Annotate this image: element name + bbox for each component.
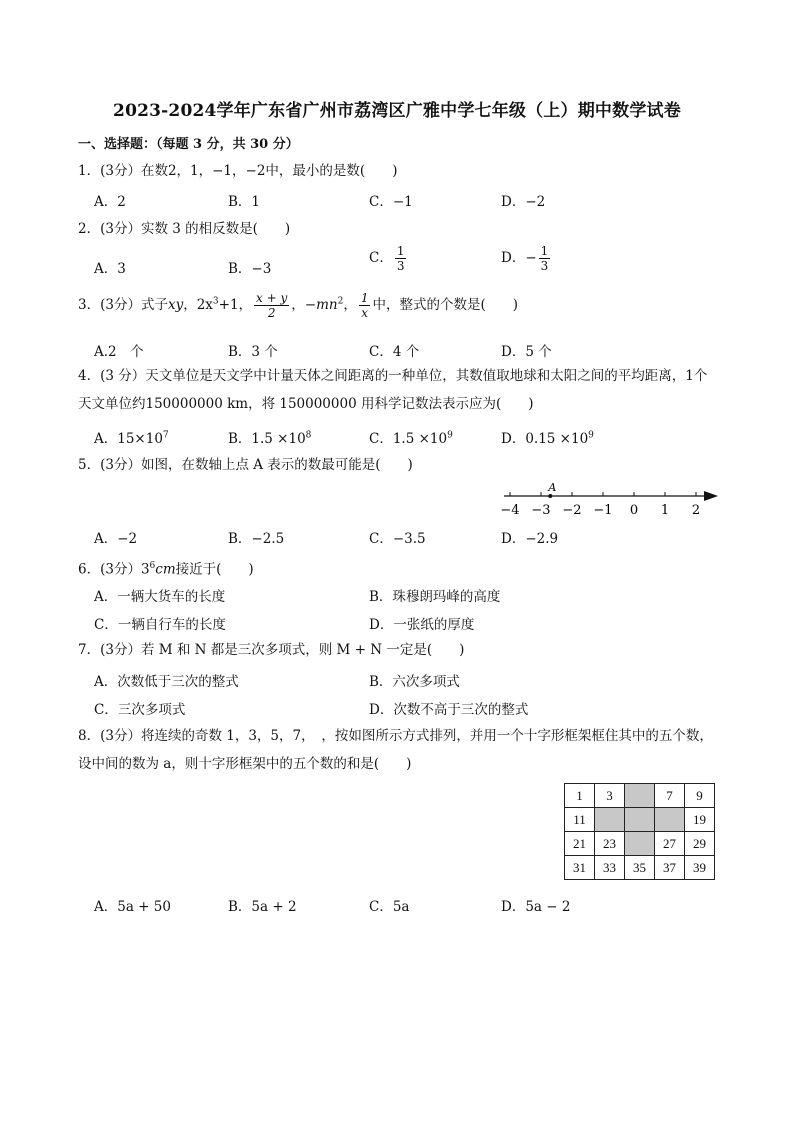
q1-option-c: C．−1 [369, 194, 413, 210]
q2-option-b: B．−3 [228, 261, 272, 277]
grid-cell: 7 [655, 784, 685, 808]
q2-option-a: A．3 [94, 261, 126, 277]
number-line-arrow [704, 491, 718, 501]
q1-option-b: B．1 [228, 194, 261, 210]
fraction-numerator: 1 [360, 291, 369, 305]
q2-option-c [369, 244, 408, 273]
grid-cell: 33 [595, 856, 625, 880]
q7-option-d: D．次数不高于三次的整式 [369, 702, 529, 718]
grid-cell-shaded [625, 784, 655, 808]
q3-suffix: 中，整式的个数是( ) [372, 297, 519, 313]
grid-cell: 3 [595, 784, 625, 808]
q4-option-c-text: C．1.5 ×10 [369, 431, 448, 447]
q4-option-b-text: B．1.5 ×10 [228, 431, 306, 447]
q6-option-b: B．珠穆朗玛峰的高度 [369, 589, 501, 605]
separator: ， [183, 297, 197, 313]
question-2: 2．(3分）实数 3 的相反数是( ) [78, 221, 291, 237]
grid-cell-shaded [625, 832, 655, 856]
q3-option-a: A.2 个 [94, 344, 144, 360]
grid-cell: 19 [685, 808, 715, 832]
grid-row [565, 832, 715, 856]
grid-cell: 29 [685, 832, 715, 856]
q8-option-b: B．5a + 2 [228, 899, 297, 915]
grid-row [565, 784, 715, 808]
number-line-tick-label: 2 [691, 503, 701, 518]
question-6 [78, 556, 254, 580]
fraction-denominator: 2 [267, 306, 276, 320]
q7-option-a: A．次数低于三次的整式 [94, 674, 239, 690]
q8-option-c: C．5a [369, 899, 410, 915]
question-5: 5．(3分）如图，在数轴上点 A 表示的数最可能是( ) [78, 457, 413, 473]
exponent: 3 [212, 296, 219, 307]
fraction-numerator: x + y [256, 291, 288, 305]
q6-option-c: C．一辆自行车的长度 [94, 617, 226, 633]
q3-term-3: −mn [304, 297, 338, 313]
question-3 [78, 291, 518, 320]
q2-option-d [501, 244, 552, 273]
q3-fraction-1 [254, 291, 289, 320]
q5-option-d: D．−2.9 [501, 531, 559, 547]
grid-cell: 39 [685, 856, 715, 880]
exponent: 2 [337, 296, 344, 307]
grid-cell: 11 [565, 808, 595, 832]
exponent: 9 [447, 430, 453, 441]
grid-cell: 1 [565, 784, 595, 808]
grid-cell: 37 [655, 856, 685, 880]
q3-fraction-2 [359, 291, 371, 320]
grid-cell-shaded [655, 808, 685, 832]
number-line-tick-label: −3 [531, 503, 551, 518]
fraction-denominator: 3 [540, 259, 549, 273]
q5-option-b: B．−2.5 [228, 531, 285, 547]
point-a-label: A [548, 481, 557, 494]
q4-option-a-text: A．15×10 [94, 431, 163, 447]
page-title: 2023-2024学年广东省广州市荔湾区广雅中学七年级（上）期中数学试卷 [113, 101, 681, 121]
exponent: 6 [149, 561, 156, 571]
grid-cell: 21 [565, 832, 595, 856]
q1-option-a: A．2 [94, 194, 126, 210]
grid-cell: 9 [685, 784, 715, 808]
fraction-denominator: x [361, 306, 369, 320]
point-a-marker [548, 494, 552, 498]
separator: ， [343, 297, 357, 313]
q4-option-d-text: D．0.15 ×10 [501, 431, 589, 447]
q4-option-c [369, 427, 453, 447]
question-1: 1．(3分）在数2，1，−1，−2中，最小的是数( ) [78, 163, 398, 179]
q6-prefix: 6．(3分） [78, 561, 141, 578]
q2-option-c-prefix: C． [369, 250, 393, 266]
number-line-tick-label: −4 [500, 503, 520, 518]
exponent: 8 [305, 430, 312, 441]
q6-option-d: D．一张纸的厚度 [369, 617, 475, 633]
separator: ， [291, 297, 305, 313]
grid-cell: 31 [565, 856, 595, 880]
number-line-tick-label: 1 [660, 503, 670, 518]
q5-option-a: A．−2 [94, 531, 138, 547]
q3-option-c: C．4 个 [369, 344, 420, 360]
exponent: 9 [588, 430, 594, 441]
q4-option-b [228, 427, 311, 447]
q6-option-a: A．一辆大货车的长度 [94, 589, 226, 605]
question-8: 8．(3分）将连续的奇数 1，3，5，7， ，按如图所示方式排列，并用一个十字形框架框住其中的五个数，设中间的数为 a，则十字形框架中的五个数的和是( ) [78, 728, 713, 772]
q2-option-d-prefix: D．− [501, 250, 537, 266]
section-heading: 一、选择题：（每题 3 分，共 30 分） [78, 137, 299, 152]
q1-option-d: D．−2 [501, 194, 546, 210]
number-line-tick-label: 0 [629, 503, 639, 518]
fraction-numerator: 1 [540, 244, 549, 258]
grid-cell: 27 [655, 832, 685, 856]
number-line-tick-label: −1 [593, 503, 613, 518]
q3-option-b: B．3 个 [228, 344, 278, 360]
exponent: 7 [162, 430, 169, 441]
q3-prefix: 3．(3分）式子 [78, 297, 168, 313]
fraction-numerator: 1 [396, 244, 405, 258]
q6-base: 3 [140, 561, 150, 578]
q6-unit: cm [155, 561, 176, 578]
grid-cell-shaded [625, 808, 655, 832]
odd-number-grid [564, 783, 715, 880]
q7-option-c: C．三次多项式 [94, 702, 186, 718]
question-4: 4．(3 分）天文单位是天文学中计量天体之间距离的一种单位，其数值取地球和太阳之间的平均距离，1个天文单位约150000000 km，将 150000000 用科学记数法表示应为( ) [78, 368, 708, 412]
q3-term-1: xy [167, 297, 184, 313]
q2-option-c-fraction [395, 244, 407, 273]
grid-cell: 35 [625, 856, 655, 880]
grid-row [565, 856, 715, 880]
q3-option-d: D．5 个 [501, 344, 552, 360]
question-7: 7．(3分）若 M 和 N 都是三次多项式，则 M + N 一定是( ) [78, 642, 465, 658]
q8-option-a: A．5a + 50 [94, 899, 171, 915]
grid-cell-shaded [595, 808, 625, 832]
grid-cell: 23 [595, 832, 625, 856]
number-line-tick-label: −2 [562, 503, 582, 518]
grid-row [565, 808, 715, 832]
q5-option-c: C．−3.5 [369, 531, 426, 547]
q3-term-2-tail: +1， [218, 297, 253, 313]
q6-suffix: 接近于( ) [175, 561, 254, 578]
q2-option-d-fraction [539, 244, 551, 273]
q7-option-b: B．六次多项式 [369, 674, 460, 690]
q4-option-d [501, 427, 594, 447]
q4-option-a [94, 427, 169, 447]
fraction-denominator: 3 [396, 259, 405, 273]
number-line [496, 480, 726, 522]
q8-option-d: D．5a − 2 [501, 899, 571, 915]
q3-term-2: 2x [196, 297, 213, 313]
